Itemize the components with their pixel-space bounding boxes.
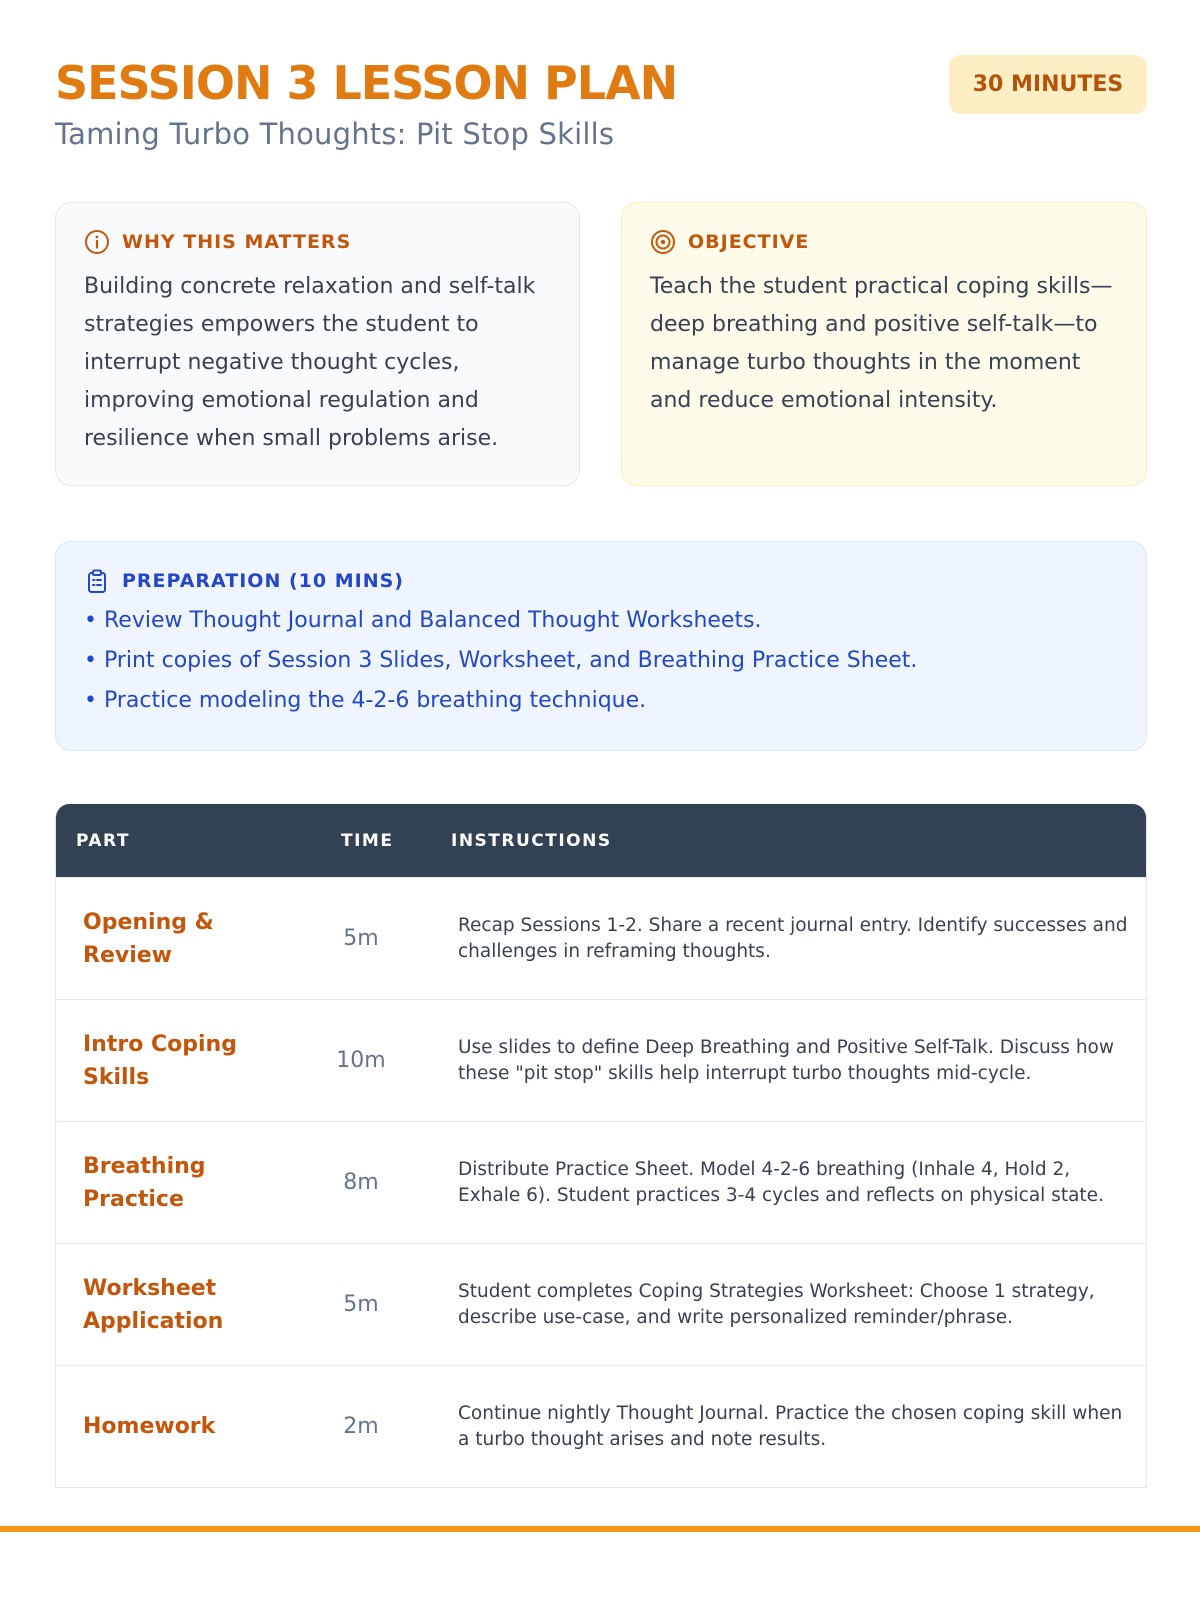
row-time: 8m — [343, 1170, 379, 1195]
row-instructions: Distribute Practice Sheet. Model 4-2-6 breathing (Inhale 4, Hold 2, Exhale 6). Student practices 3-4 cycles and reflects on physical state. — [458, 1158, 1104, 1206]
row-part: Worksheet Application — [83, 1275, 224, 1334]
why-this-matters-header — [84, 229, 551, 255]
table-row — [56, 1243, 1146, 1365]
preparation-label: PREPARATION (10 MINS) — [122, 570, 404, 592]
row-instructions: Recap Sessions 1-2. Share a recent journal entry. Identify successes and challenges in reframing thoughts. — [458, 914, 1128, 962]
table-row — [56, 1121, 1146, 1243]
page-subtitle: Taming Turbo Thoughts: Pit Stop Skills — [55, 117, 615, 151]
row-instructions: Use slides to define Deep Breathing and Positive Self-Talk. Discuss how these "pit stop" skills help interrupt turbo thoughts mid-cycle. — [458, 1036, 1115, 1084]
row-time: 5m — [343, 1292, 379, 1317]
page-header — [55, 55, 1147, 165]
column-header-time: TIME — [341, 831, 394, 851]
duration-badge: 30 MINUTES — [949, 55, 1147, 114]
preparation-card — [55, 541, 1147, 751]
table-row — [56, 999, 1146, 1121]
clipboard-icon — [84, 568, 110, 594]
column-header-instructions: INSTRUCTIONS — [451, 831, 612, 851]
objective-header — [650, 229, 1118, 255]
preparation-list — [84, 601, 1118, 721]
objective-card — [621, 202, 1147, 486]
row-time: 10m — [336, 1048, 386, 1073]
row-part: Breathing Practice — [83, 1153, 206, 1212]
why-this-matters-card — [55, 202, 580, 486]
preparation-item — [84, 681, 1118, 721]
preparation-item — [84, 641, 1118, 681]
preparation-item-text: Review Thought Journal and Balanced Thought Worksheets. — [104, 608, 762, 633]
target-icon — [650, 229, 676, 255]
preparation-item — [84, 601, 1118, 641]
table-row — [56, 877, 1146, 999]
bullet-icon: • — [84, 648, 97, 673]
why-this-matters-body: Building concrete relaxation and self-talk strategies empowers the student to interrupt negative thought cycles, improving emotional regulation and resilience when small problems arise. — [84, 274, 536, 451]
preparation-item-text: Print copies of Session 3 Slides, Worksheet, and Breathing Practice Sheet. — [104, 648, 918, 673]
page-title: SESSION 3 LESSON PLAN — [55, 56, 678, 110]
row-part: Homework — [83, 1414, 216, 1439]
row-part: Intro Coping Skills — [83, 1031, 237, 1090]
footer-divider — [0, 1526, 1200, 1532]
info-circle-icon — [84, 229, 110, 255]
bullet-icon: • — [84, 688, 97, 713]
preparation-header — [84, 568, 1118, 594]
bullet-icon: • — [84, 608, 97, 633]
row-time: 5m — [343, 926, 379, 951]
why-this-matters-label: WHY THIS MATTERS — [122, 231, 352, 253]
row-instructions: Student completes Coping Strategies Worksheet: Choose 1 strategy, describe use-case, and write personalized reminder/phrase. — [458, 1280, 1095, 1328]
table-row — [56, 1365, 1146, 1487]
objective-body: Teach the student practical coping skills—deep breathing and positive self-talk—to manage turbo thoughts in the moment and reduce emotional intensity. — [650, 274, 1113, 413]
objective-label: OBJECTIVE — [688, 231, 810, 253]
table-header-row — [56, 804, 1146, 877]
row-time: 2m — [343, 1414, 379, 1439]
lesson-table — [55, 804, 1147, 1488]
row-part: Opening & Review — [83, 909, 214, 968]
preparation-item-text: Practice modeling the 4-2-6 breathing technique. — [104, 688, 647, 713]
row-instructions: Continue nightly Thought Journal. Practice the chosen coping skill when a turbo thought arises and note results. — [458, 1402, 1123, 1450]
column-header-part: PART — [76, 831, 130, 851]
